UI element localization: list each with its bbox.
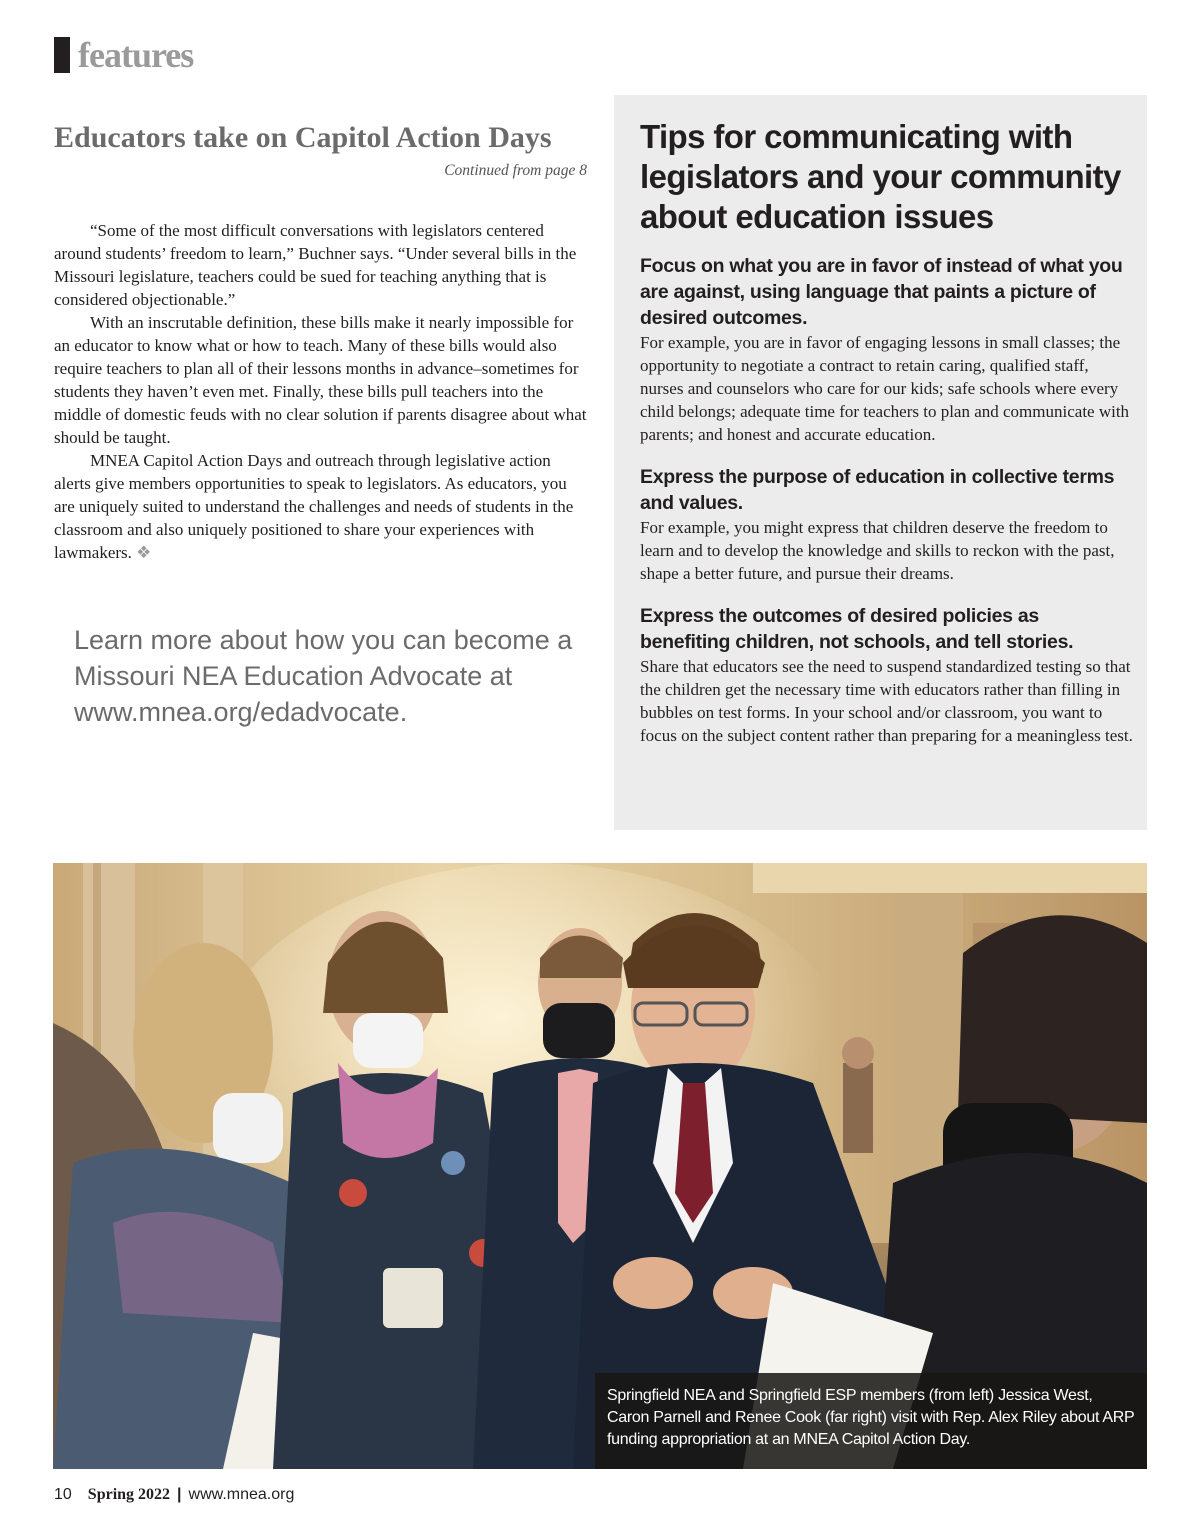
tip-body: For example, you might express that children deserve the freedom to learn and to develop the knowledge and skills to reckon with the past, shape a better future, and pursue their dreams. xyxy=(640,518,1115,583)
article-paragraph: “Some of the most difficult conversations with legislators centered around students’ freedom to learn,” Buchner says. “Under several bills in the Missouri legislature, teachers could be sued for teaching anything that is considered objectionable.” xyxy=(54,221,577,309)
tip-item xyxy=(640,464,1133,585)
article xyxy=(54,118,587,564)
continued-note: Continued from page 8 xyxy=(444,162,587,179)
article-paragraph-text: MNEA Capitol Action Days and outreach through legislative action alerts give members opportunities to speak to legislators. As educators, you are uniquely suited to understand the challenges and needs of students in the classroom and also uniquely positioned to share your experiences with lawmakers. xyxy=(54,451,574,562)
learn-more-callout: Learn more about how you can become a Missouri NEA Education Advocate at www.mnea.org/edadvocate. xyxy=(74,625,573,727)
page-footer xyxy=(54,1484,294,1506)
section-label: features xyxy=(78,35,194,75)
tips-title: Tips for communicating with legislators and your community about education issues xyxy=(640,118,1121,235)
section-header xyxy=(54,36,193,74)
tip-heading: Focus on what you are in favor of instead of what you are against, using language that paints a picture of desired outcomes. xyxy=(640,255,1123,329)
tip-body: Share that educators see the need to suspend standardized testing so that the children get the necessary time with educators rather than filling in bubbles on test forms. In your school and/or classroom, you want to focus on the subject content rather than preparing for a meaningless test. xyxy=(640,657,1133,745)
footer-website: www.mnea.org xyxy=(188,1486,295,1503)
photo-caption: Springfield NEA and Springfield ESP members (from left) Jessica West, Caron Parnell and Renee Cook (far right) visit with Rep. Alex Riley about ARP funding appropriation at an MNEA Capitol Action Day. xyxy=(595,1373,1147,1469)
article-title: Educators take on Capitol Action Days xyxy=(54,121,552,154)
article-paragraph xyxy=(54,449,587,564)
end-mark-icon: ❖ xyxy=(136,543,152,562)
issue-label: Spring 2022 xyxy=(87,1486,171,1503)
tip-item xyxy=(640,603,1133,747)
tip-heading: Express the outcomes of desired policies as benefiting children, not schools, and tell stories. xyxy=(640,605,1074,653)
article-body xyxy=(54,219,587,564)
tip-body: For example, you are in favor of engaging lessons in small classes; the opportunity to negotiate a contract to retain caring, qualified staff, nurses and counselors who care for our kids; safe schools where every child belongs; adequate time for teachers to plan and communicate with parents; and honest and accurate education. xyxy=(640,333,1130,444)
tip-heading: Express the purpose of education in collective terms and values. xyxy=(640,466,1115,514)
section-marker xyxy=(54,37,70,73)
article-paragraph: With an inscrutable definition, these bills make it nearly impossible for an educator to know what or how to teach. Many of these bills would also require teachers to plan all of their lessons months in advance–sometimes for students they haven’t even met. Finally, these bills pull teachers into the middle of domestic feuds with no clear solution if parents disagree about what should be taught. xyxy=(54,313,587,447)
tip-item xyxy=(640,253,1133,446)
page-number: 10 xyxy=(54,1486,72,1503)
tips-sidebar xyxy=(614,95,1147,830)
event-photo xyxy=(53,863,1147,1469)
footer-separator: | xyxy=(177,1486,182,1503)
